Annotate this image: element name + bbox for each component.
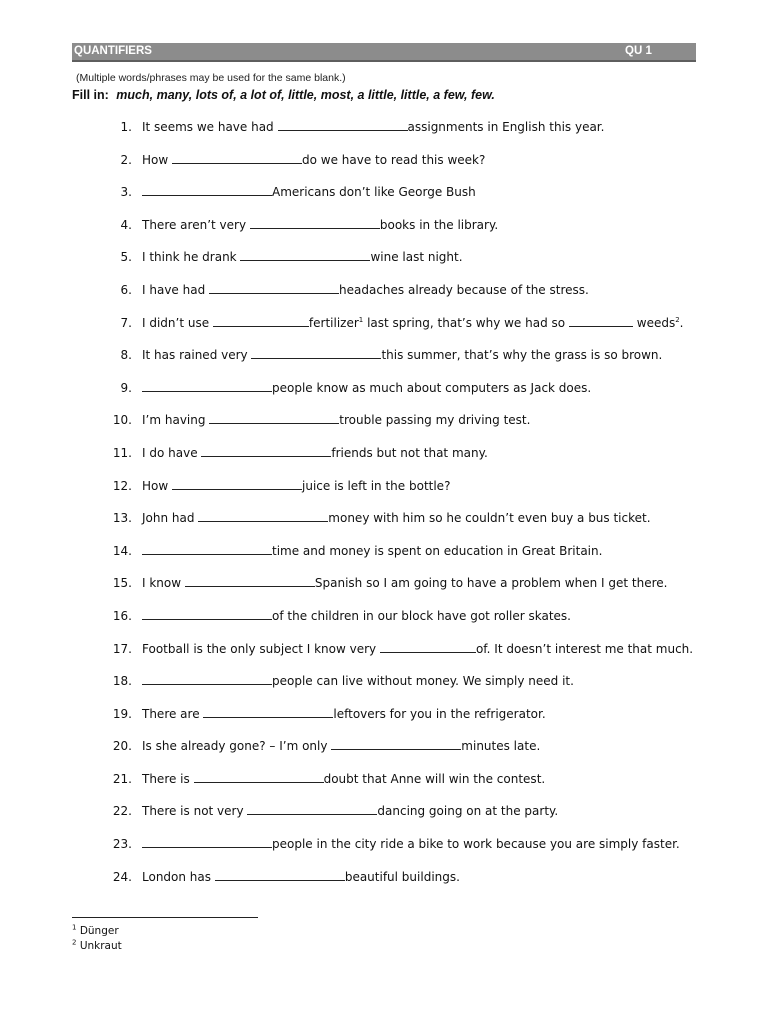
instruction-line bbox=[72, 88, 495, 102]
answer-blank[interactable] bbox=[142, 607, 272, 620]
worksheet-title: QUANTIFIERS bbox=[74, 45, 152, 57]
answer-blank[interactable] bbox=[142, 542, 272, 555]
header-bar bbox=[72, 43, 696, 62]
question-number: 24. bbox=[112, 869, 132, 884]
question-number: 15. bbox=[112, 576, 132, 591]
question-text-after: this summer, that’s why the grass is so brown. bbox=[381, 348, 663, 363]
question-item bbox=[0, 705, 768, 738]
answer-blank[interactable] bbox=[172, 477, 302, 490]
question-text-after: doubt that Anne will win the contest. bbox=[323, 771, 546, 786]
question-item bbox=[0, 640, 768, 673]
answer-blank[interactable] bbox=[247, 802, 377, 815]
question-text-before: London has bbox=[142, 869, 215, 884]
question-item bbox=[0, 248, 768, 281]
answer-blank[interactable] bbox=[142, 379, 272, 392]
question-number: 10. bbox=[112, 413, 132, 428]
question-number: 18. bbox=[112, 674, 132, 689]
question-item bbox=[0, 346, 768, 379]
question-item bbox=[0, 542, 768, 575]
question-number: 4. bbox=[120, 217, 132, 232]
footnotes bbox=[72, 924, 122, 954]
answer-blank[interactable] bbox=[203, 705, 333, 718]
question-text-after: headaches already because of the stress. bbox=[339, 282, 589, 297]
footnote-text: Unkraut bbox=[79, 940, 122, 952]
answer-blank[interactable] bbox=[142, 672, 272, 685]
question-number: 21. bbox=[112, 771, 132, 786]
question-item bbox=[0, 607, 768, 640]
question-item bbox=[0, 802, 768, 835]
question-text-after: beautiful buildings. bbox=[344, 869, 460, 884]
question-item bbox=[0, 477, 768, 510]
question-text-after: Americans don’t like George Bush bbox=[272, 185, 476, 200]
answer-blank[interactable] bbox=[201, 444, 331, 457]
question-number: 17. bbox=[112, 641, 132, 656]
question-item bbox=[0, 314, 768, 347]
answer-blank[interactable] bbox=[172, 151, 302, 164]
question-number: 12. bbox=[112, 478, 132, 493]
question-number: 2. bbox=[120, 152, 132, 167]
question-number: 14. bbox=[112, 543, 132, 558]
question-text-before: I think he drank bbox=[142, 250, 241, 265]
answer-blank[interactable] bbox=[278, 118, 408, 131]
question-item bbox=[0, 868, 768, 901]
word-bank: much, many, lots of, a lot of, little, most, a little, little, a few, few. bbox=[116, 88, 495, 102]
question-text-after: trouble passing my driving test. bbox=[339, 413, 531, 428]
question-text-after: juice is left in the bottle? bbox=[302, 478, 451, 493]
answer-blank[interactable] bbox=[185, 574, 315, 587]
footnote-ref: 1 bbox=[358, 315, 364, 324]
question-item bbox=[0, 444, 768, 477]
answer-blank[interactable] bbox=[209, 411, 339, 424]
question-text-before: I didn’t use bbox=[142, 315, 213, 330]
question-text-after: do we have to read this week? bbox=[302, 152, 486, 167]
answer-blank[interactable] bbox=[251, 346, 381, 359]
answer-blank[interactable] bbox=[240, 248, 370, 261]
question-item bbox=[0, 151, 768, 184]
question-number: 3. bbox=[120, 185, 132, 200]
question-number: 11. bbox=[112, 445, 132, 460]
answer-blank[interactable] bbox=[194, 770, 324, 783]
question-text-end: . bbox=[679, 315, 684, 330]
question-text-before: How bbox=[142, 152, 172, 167]
answer-blank[interactable] bbox=[209, 281, 339, 294]
footnote-mark: 1 bbox=[72, 923, 77, 932]
question-item bbox=[0, 737, 768, 770]
question-text-before: There is not very bbox=[142, 804, 248, 819]
question-text-after: assignments in English this year. bbox=[407, 120, 605, 134]
question-number: 19. bbox=[112, 706, 132, 721]
question-number: 20. bbox=[112, 739, 132, 754]
question-text-after: people can live without money. We simply need it. bbox=[272, 674, 574, 689]
question-text-after: of. It doesn’t interest me that much. bbox=[475, 641, 694, 656]
question-number: 9. bbox=[120, 380, 132, 395]
question-text-before: It seems we have had bbox=[142, 120, 278, 134]
answer-blank[interactable] bbox=[213, 314, 309, 327]
question-item bbox=[0, 118, 768, 151]
question-text-before: There aren’t very bbox=[142, 217, 250, 232]
question-text-after: people know as much about computers as Jack does. bbox=[272, 380, 592, 395]
question-number: 13. bbox=[112, 511, 132, 526]
question-item bbox=[0, 379, 768, 412]
answer-blank-2[interactable] bbox=[569, 314, 633, 327]
answer-blank[interactable] bbox=[331, 737, 461, 750]
footnote-item bbox=[72, 924, 122, 939]
answer-blank[interactable] bbox=[380, 640, 476, 653]
question-item bbox=[0, 672, 768, 705]
question-text-after: dancing going on at the party. bbox=[377, 804, 559, 819]
question-item bbox=[0, 411, 768, 444]
question-text-after: Spanish so I am going to have a problem when I get there. bbox=[314, 576, 668, 591]
question-item bbox=[0, 216, 768, 249]
question-item bbox=[0, 770, 768, 803]
question-text-after: of the children in our block have got roller skates. bbox=[272, 608, 571, 623]
answer-blank[interactable] bbox=[215, 868, 345, 881]
question-number: 1. bbox=[120, 120, 132, 134]
instruction-label: Fill in: bbox=[72, 88, 109, 102]
question-text-after: wine last night. bbox=[370, 250, 463, 265]
footnote-mark: 2 bbox=[72, 938, 77, 947]
question-number: 23. bbox=[112, 837, 132, 852]
question-text-before: There are bbox=[142, 706, 204, 721]
question-text-before: Football is the only subject I know very bbox=[142, 641, 380, 656]
answer-blank[interactable] bbox=[142, 835, 272, 848]
question-number: 22. bbox=[112, 804, 132, 819]
footnote-divider bbox=[72, 917, 258, 918]
question-item bbox=[0, 835, 768, 868]
question-text-before: John had bbox=[142, 511, 199, 526]
question-text-after: books in the library. bbox=[379, 217, 499, 232]
question-number: 16. bbox=[112, 608, 132, 623]
question-number: 5. bbox=[120, 250, 132, 265]
question-number: 6. bbox=[120, 282, 132, 297]
footnote-item bbox=[72, 939, 122, 954]
question-text-after: money with him so he couldn’t even buy a bus ticket. bbox=[328, 511, 651, 526]
question-text-before: How bbox=[142, 478, 172, 493]
question-item bbox=[0, 509, 768, 542]
footnote-text: Dünger bbox=[79, 925, 119, 937]
question-text-before: There is bbox=[142, 771, 194, 786]
question-item bbox=[0, 574, 768, 607]
answer-blank[interactable] bbox=[250, 216, 380, 229]
answer-blank[interactable] bbox=[142, 183, 272, 196]
question-item bbox=[0, 183, 768, 216]
question-number: 7. bbox=[120, 315, 132, 330]
question-text-after: friends but not that many. bbox=[331, 445, 488, 460]
question-text-after-2: weeds bbox=[632, 315, 676, 330]
question-text-before: I do have bbox=[142, 445, 202, 460]
worksheet-code: QU 1 bbox=[625, 45, 652, 57]
answer-blank[interactable] bbox=[198, 509, 328, 522]
question-text-after: fertilizer bbox=[308, 315, 359, 330]
question-text-middle: last spring, that’s why we had so bbox=[363, 315, 569, 330]
question-item bbox=[0, 281, 768, 314]
question-text-after: minutes late. bbox=[461, 739, 541, 754]
question-list bbox=[0, 118, 768, 900]
footnote-ref: 2 bbox=[675, 315, 680, 324]
question-text-after: leftovers for you in the refrigerator. bbox=[333, 706, 546, 721]
question-text-before: I know bbox=[142, 576, 185, 591]
question-text-before: Is she already gone? – I’m only bbox=[142, 739, 332, 754]
question-text-before: It has rained very bbox=[142, 348, 252, 363]
question-text-before: I’m having bbox=[142, 413, 210, 428]
question-text-after: time and money is spent on education in Great Britain. bbox=[272, 543, 603, 558]
question-number: 8. bbox=[120, 348, 132, 363]
question-text-after: people in the city ride a bike to work because you are simply faster. bbox=[272, 837, 680, 852]
question-text-before: I have had bbox=[142, 282, 210, 297]
instruction-note: (Multiple words/phrases may be used for the same blank.) bbox=[76, 72, 346, 84]
